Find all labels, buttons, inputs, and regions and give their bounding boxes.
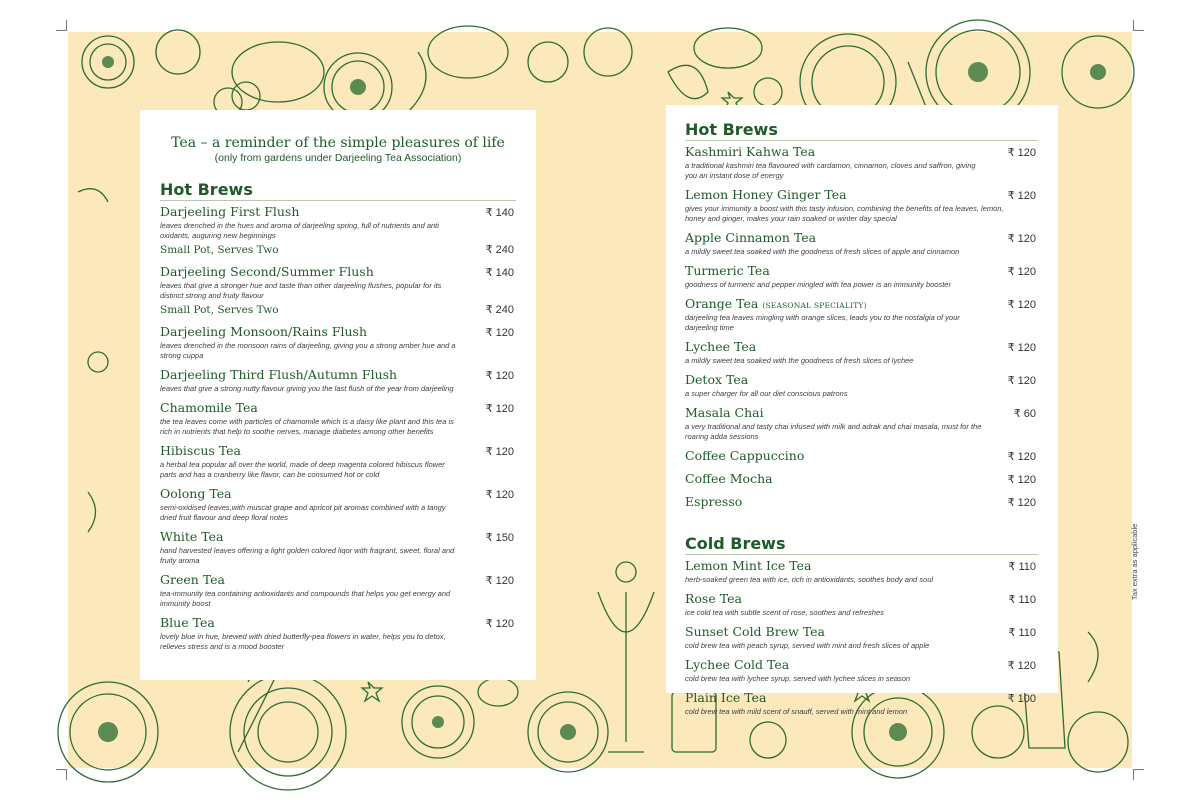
tagline-subtitle: (only from gardens under Darjeeling Tea Association)	[214, 152, 462, 164]
menu-item	[160, 204, 516, 258]
item-price: ₹ 150	[485, 532, 514, 544]
item-price: ₹ 120	[1007, 266, 1036, 278]
section-title-hot-brews: Hot Brews	[160, 180, 253, 199]
crop-mark	[56, 20, 67, 31]
menu-item	[685, 558, 1038, 585]
menu-item	[685, 144, 1038, 181]
menu-item	[685, 263, 1038, 290]
item-description: cold brew tea with peach syrup, served with mint and fresh slices of apple	[685, 641, 930, 650]
item-name: Turmeric Tea	[685, 263, 770, 278]
item-description: semi-oxidised leaves,with muscat grape and apricot pit aromas combined with a tangy dried fruit flavour and deep floral notes	[160, 503, 446, 522]
menu-item	[685, 471, 1038, 488]
menu-item	[685, 187, 1038, 224]
item-description: ice cold tea with subtle scent of rose, soothes and refreshes	[685, 608, 884, 617]
item-name: Detox Tea	[685, 372, 749, 387]
item-description: the tea leaves come with particles of chamomile which is a daisy like plant and this tea is rich in nutrients that help to soothe nerves, manage diabetes among other benefits	[160, 417, 454, 436]
item-description: lovely blue in hue, brewed with dried butterfly-pea flowers in water, helps you to detox, relieves stress and is a mood booster	[160, 632, 446, 651]
item-price: ₹ 140	[485, 267, 514, 279]
item-price: ₹ 120	[485, 327, 514, 339]
menu-item	[160, 572, 516, 609]
item-name: Lychee Tea	[685, 339, 757, 354]
menu-item	[160, 264, 516, 318]
item-description: hand harvested leaves offering a light golden colored liqor with fragrant, sweet, floral and fruity aroma	[160, 546, 455, 565]
item-price: ₹ 120	[1007, 299, 1036, 311]
item-name: Plain Ice Tea	[685, 690, 767, 705]
item-price: ₹ 140	[485, 207, 514, 219]
section-divider	[685, 554, 1038, 555]
item-price: ₹ 60	[1013, 408, 1036, 420]
item-name: Apple Cinnamon Tea	[685, 230, 817, 245]
item-price: ₹ 120	[1007, 147, 1036, 159]
item-name: Espresso	[685, 494, 743, 509]
section-title-cold-brews: Cold Brews	[685, 534, 786, 553]
menu-item	[160, 324, 516, 361]
menu-item	[685, 230, 1038, 257]
item-description: cold brew tea with mild scent of snauff, served with mint and lemon	[685, 707, 908, 716]
item-price: ₹ 120	[1007, 375, 1036, 387]
crop-mark	[1133, 769, 1144, 780]
menu-item	[160, 615, 516, 652]
tagline: Tea – a reminder of the simple pleasures of life	[171, 135, 505, 151]
item-name: Blue Tea	[160, 615, 215, 630]
menu-item	[685, 372, 1038, 399]
item-price: ₹ 120	[485, 403, 514, 415]
menu-item	[160, 367, 516, 394]
item-name: Darjeeling Monsoon/Rains Flush	[160, 324, 368, 339]
item-name: Darjeeling First Flush	[160, 204, 300, 219]
right-menu-panel	[666, 105, 1058, 716]
item-name: Hibiscus Tea	[160, 443, 241, 458]
item-price: ₹ 110	[1008, 594, 1036, 606]
item-name	[685, 296, 867, 313]
item-price: ₹ 120	[485, 446, 514, 458]
menu-item	[685, 296, 1038, 333]
item-price: ₹ 120	[1007, 190, 1036, 202]
item-description: cold brew tea with lychee syrup, served with lychee slices in season	[685, 674, 911, 683]
item-price: ₹ 120	[1007, 660, 1036, 672]
item-description: a mildly sweet tea soaked with the goodness of fresh slices of lychee	[685, 356, 914, 365]
item-price: ₹ 120	[1007, 342, 1036, 354]
section-title-hot-brews: Hot Brews	[685, 120, 778, 139]
menu-item	[685, 657, 1038, 684]
item-variant-price: ₹ 240	[485, 244, 514, 256]
item-variant-price: ₹ 240	[485, 304, 514, 316]
item-description: leaves drenched in the hues and aroma of darjeeling spring, full of nutrients and anti oxidants, auguring new beginnings	[160, 221, 439, 240]
menu-item	[685, 624, 1038, 651]
item-price: ₹ 120	[1007, 474, 1036, 486]
item-description: goodness of turmeric and pepper mingled with tea power is an immunity booster	[685, 280, 951, 289]
item-price: ₹ 120	[485, 370, 514, 382]
item-name: Coffee Mocha	[685, 471, 773, 486]
menu-item	[160, 529, 516, 566]
item-price: ₹ 110	[1008, 561, 1036, 573]
menu-item	[685, 494, 1038, 511]
item-name: Sunset Cold Brew Tea	[685, 624, 825, 639]
item-name: Chamomile Tea	[160, 400, 258, 415]
item-name: Masala Chai	[685, 405, 764, 420]
item-description: a herbal tea popular all over the world, made of deep magenta colored hibiscus flower parts and has a cranberry like flavor, can be consumed hot or cold	[160, 460, 445, 479]
item-name: Green Tea	[160, 572, 225, 587]
tax-note: Tax extra as applicable	[1130, 523, 1139, 600]
item-name: Lemon Honey Ginger Tea	[685, 187, 847, 202]
item-name: Lemon Mint Ice Tea	[685, 558, 812, 573]
crop-mark	[56, 769, 67, 780]
item-description: a super charger for all our diet conscious patrons	[685, 389, 848, 398]
menu-item	[685, 591, 1038, 618]
item-description: herb-soaked green tea with ice, rich in antioxidants, soothes body and soul	[685, 575, 934, 584]
item-price: ₹ 100	[1007, 693, 1036, 705]
menu-item	[160, 443, 516, 480]
section-divider	[160, 200, 516, 201]
item-name: Darjeeling Third Flush/Autumn Flush	[160, 367, 398, 382]
section-divider	[685, 140, 1038, 141]
item-price: ₹ 110	[1008, 627, 1036, 639]
menu-item	[685, 448, 1038, 465]
item-price: ₹ 120	[1007, 233, 1036, 245]
menu-item	[160, 486, 516, 523]
item-description: darjeeling tea leaves mingling with orange slices, leads you to the nostalgia of your darjeeling time	[685, 313, 960, 332]
seasonal-tag: (SEASONAL SPECIALITY)	[762, 301, 867, 310]
item-description: a traditional kashmiri tea flavoured with cardamon, cinnamon, cloves and saffron, giving you an instant dose of energy	[685, 161, 976, 180]
item-name: Darjeeling Second/Summer Flush	[160, 264, 374, 279]
item-price: ₹ 120	[1007, 497, 1036, 509]
item-description: a very traditional and tasty chai infused with milk and adrak and chai masala, must for the roaring adda sessions	[685, 422, 982, 441]
item-price: ₹ 120	[485, 489, 514, 501]
item-price: ₹ 120	[485, 575, 514, 587]
item-description: leaves that give a strong nutty flavour giving you the last flush of the year from darjeeling	[160, 384, 454, 393]
left-menu-panel	[140, 110, 536, 680]
item-variant: Small Pot, Serves Two	[160, 304, 279, 316]
item-name: Kashmiri Kahwa Tea	[685, 144, 816, 159]
item-name: Coffee Cappuccino	[685, 448, 805, 463]
menu-item	[685, 339, 1038, 366]
item-description: tea-immunity tea containing antioxidants and compounds that helps you get energy and immunity boost	[160, 589, 451, 608]
item-name: White Tea	[160, 529, 224, 544]
menu-item	[685, 690, 1038, 717]
item-name: Oolong Tea	[160, 486, 232, 501]
crop-mark	[1133, 20, 1144, 31]
item-name-text: Orange Tea	[685, 296, 759, 311]
item-name: Lychee Cold Tea	[685, 657, 790, 672]
menu-item	[685, 405, 1038, 442]
item-price: ₹ 120	[1007, 451, 1036, 463]
item-description: a mildly sweet tea soaked with the goodness of fresh slices of apple and cinnamon	[685, 247, 960, 256]
item-name: Rose Tea	[685, 591, 742, 606]
item-description: leaves drenched in the monsoon rains of darjeeling, giving you a strong amber hue and a strong cuppa	[160, 341, 456, 360]
item-description: leaves that give a stronger hue and taste than other darjeeling flushes, popular for its distinct strong and fruity flavour	[160, 281, 442, 300]
menu-item	[160, 400, 516, 437]
item-variant: Small Pot, Serves Two	[160, 244, 279, 256]
item-description: gives your immunity a boost with this tasty infusion, combining the benefits of tea leaves, lemon, honey and ginger, makes your rain soaked or winter day special	[685, 204, 1004, 223]
item-price: ₹ 120	[485, 618, 514, 630]
